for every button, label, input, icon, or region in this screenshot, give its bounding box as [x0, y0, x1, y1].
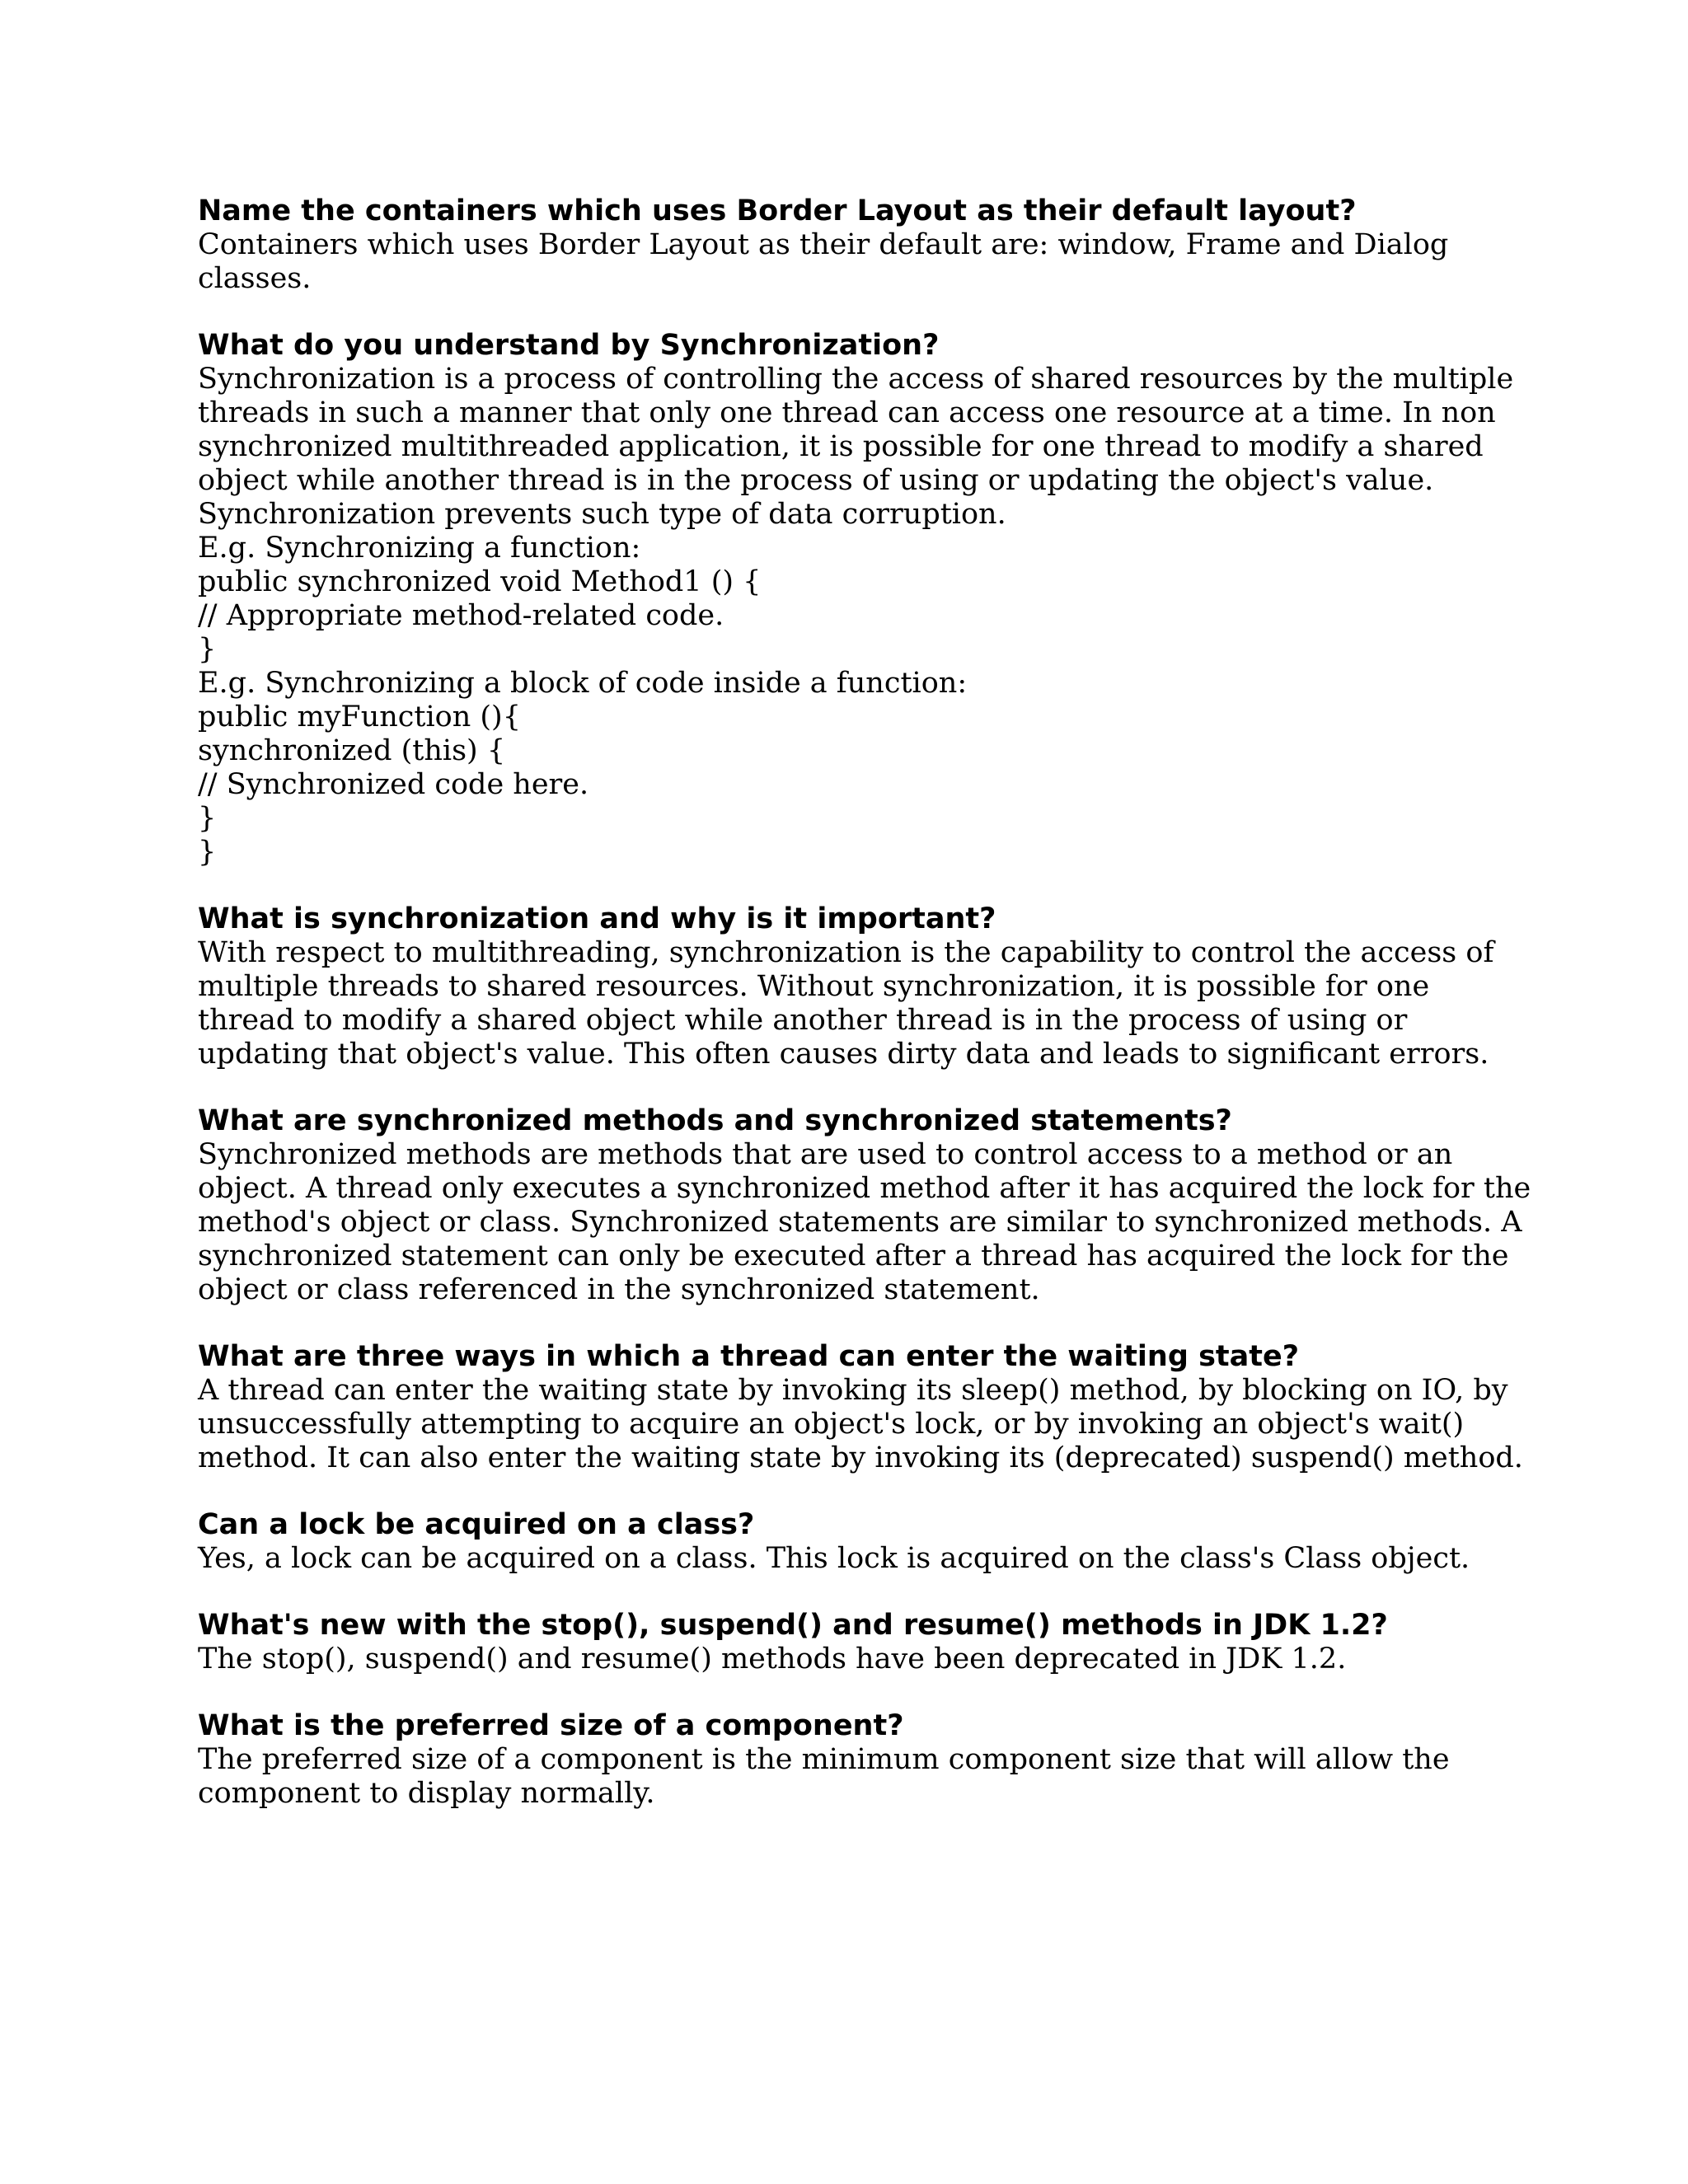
answer-line: object or class referenced in the synchronized statement.: [198, 1273, 1040, 1306]
document-page: [198, 194, 1531, 1844]
answer-line: // Synchronized code here.: [198, 768, 589, 801]
question-heading: What is synchronization and why is it important?: [198, 902, 996, 935]
answer-line: synchronized multithreaded application, it is possible for one thread to modify a shared: [198, 430, 1484, 463]
answer-line: }: [198, 836, 217, 869]
answer-line: component to display normally.: [198, 1777, 655, 1810]
answer-line: method. It can also enter the waiting state by invoking its (deprecated) suspend() method.: [198, 1441, 1523, 1474]
answer-line: threads in such a manner that only one thread can access one resource at a time. In non: [198, 396, 1496, 429]
answer-line: The preferred size of a component is the minimum component size that will allow the: [198, 1743, 1450, 1776]
answer-text: [198, 1138, 1531, 1307]
answer-line: Synchronization prevents such type of data corruption.: [198, 498, 1006, 531]
qa-block: [198, 1508, 1517, 1576]
question-heading: What's new with the stop(), suspend() and resume() methods in JDK 1.2?: [198, 1609, 1388, 1642]
answer-line: object while another thread is in the process of using or updating the object's value.: [198, 464, 1434, 497]
question-heading: Name the containers which uses Border Layout as their default layout?: [198, 194, 1357, 227]
question-heading: What do you understand by Synchronization?: [198, 329, 940, 362]
question-heading: Can a lock be acquired on a class?: [198, 1508, 755, 1541]
answer-line: The stop(), suspend() and resume() methods have been deprecated in JDK 1.2.: [198, 1643, 1347, 1675]
answer-line: With respect to multithreading, synchronization is the capability to control the access of: [198, 936, 1494, 969]
answer-line: A thread can enter the waiting state by invoking its sleep() method, by blocking on IO, by: [198, 1374, 1508, 1407]
answer-line: object. A thread only executes a synchronized method after it has acquired the lock for the: [198, 1172, 1531, 1205]
answer-line: synchronized (this) {: [198, 734, 506, 767]
answer-text: [198, 1643, 1517, 1676]
answer-line: public myFunction (){: [198, 701, 521, 733]
answer-text: [198, 1374, 1523, 1475]
answer-line: Containers which uses Border Layout as their default are: window, Frame and Dialog: [198, 228, 1449, 261]
answer-line: E.g. Synchronizing a block of code inside a function:: [198, 667, 968, 700]
answer-line: public synchronized void Method1 () {: [198, 565, 762, 598]
answer-line: method's object or class. Synchronized statements are similar to synchronized methods. A: [198, 1206, 1522, 1239]
question-heading: What are synchronized methods and synchronized statements?: [198, 1104, 1232, 1137]
answer-line: Synchronization is a process of controlling the access of shared resources by the multiple: [198, 363, 1514, 396]
qa-block: [198, 1709, 1517, 1811]
answer-line: Synchronized methods are methods that are used to control access to a method or an: [198, 1138, 1453, 1171]
answer-line: synchronized statement can only be executed after a thread has acquired the lock for the: [198, 1240, 1509, 1272]
answer-line: Yes, a lock can be acquired on a class. This lock is acquired on the class's Class object.: [198, 1542, 1470, 1575]
answer-line: thread to modify a shared object while another thread is in the process of using or: [198, 1004, 1408, 1037]
qa-block: [198, 194, 1517, 296]
answer-text: [198, 363, 1517, 869]
qa-block: [198, 1340, 1523, 1475]
qa-block: [198, 902, 1517, 1071]
answer-line: unsuccessfully attempting to acquire an object's lock, or by invoking an object's wait(): [198, 1408, 1465, 1441]
answer-text: [198, 1542, 1517, 1576]
qa-block: [198, 329, 1517, 869]
answer-line: multiple threads to shared resources. Without synchronization, it is possible for one: [198, 970, 1430, 1003]
answer-line: }: [198, 633, 217, 666]
answer-text: [198, 228, 1517, 296]
answer-line: }: [198, 802, 217, 835]
answer-line: updating that object's value. This often causes dirty data and leads to significant errors.: [198, 1038, 1489, 1071]
answer-text: [198, 936, 1517, 1071]
answer-line: E.g. Synchronizing a function:: [198, 532, 641, 565]
question-heading: What is the preferred size of a component?: [198, 1709, 904, 1742]
answer-line: // Appropriate method-related code.: [198, 599, 724, 632]
qa-block: [198, 1609, 1517, 1676]
answer-text: [198, 1743, 1517, 1811]
answer-line: classes.: [198, 262, 312, 295]
qa-block: [198, 1104, 1531, 1307]
question-heading: What are three ways in which a thread can enter the waiting state?: [198, 1340, 1300, 1373]
